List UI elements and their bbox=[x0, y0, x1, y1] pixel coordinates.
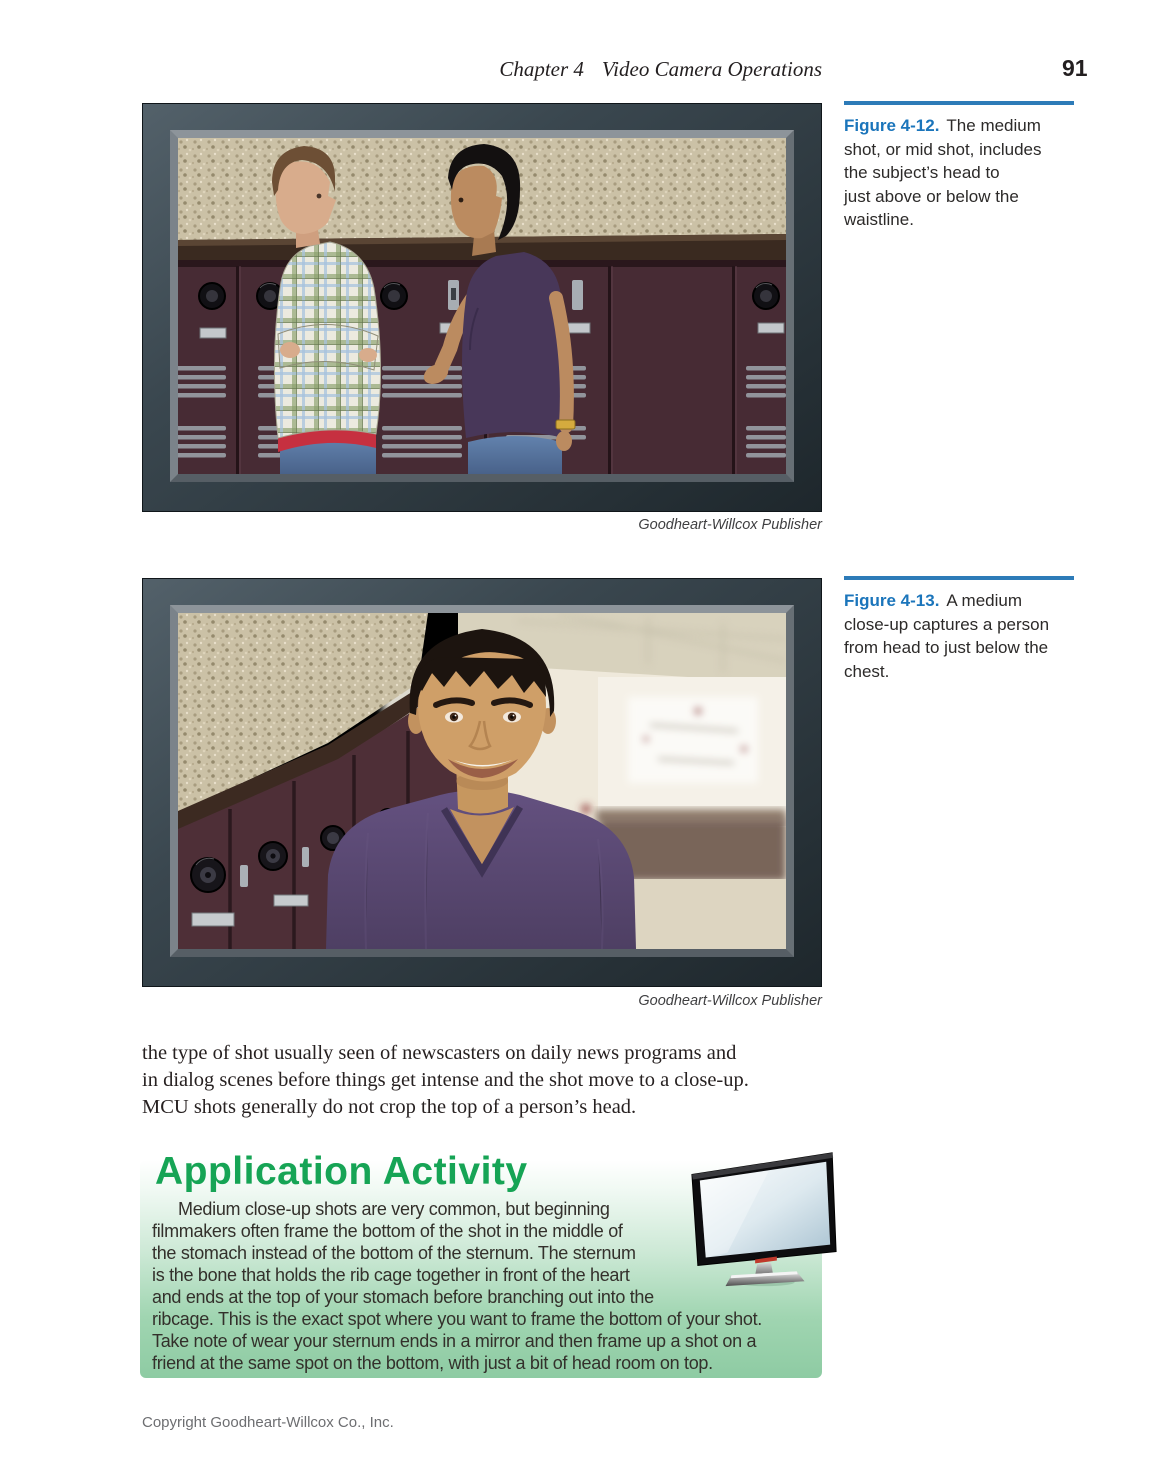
figure-4-13-label: Figure 4-13. bbox=[844, 591, 940, 610]
caption-rule bbox=[844, 576, 1074, 580]
page-number: 91 bbox=[1062, 55, 1088, 81]
figure-4-13-photo-illustration bbox=[178, 613, 786, 949]
tv-icon bbox=[686, 1148, 844, 1288]
application-activity-text: Medium close-up shots are very common, but beginning filmmakers often frame the bottom of the shot in the middle of the stomach instead of the bottom of the sternum. The sternum is the bone that holds the rib cage together in front of the heart and ends at the top of your stomach before branching out into the ribcage. This is the exact spot where you want to frame the bottom of your shot. Take note of wear your sternum ends in a mirror and then frame up a shot on a friend at the same spot on the bottom, with just a bit of head room on top. bbox=[152, 1199, 762, 1373]
flat-screen-tv-illustration bbox=[686, 1148, 844, 1293]
figure-4-13-caption: Figure 4-13. A medium close-up captures a person from head to just below the chest. bbox=[844, 576, 1074, 683]
figure-4-12-caption: Figure 4-12. The medium shot, or mid shot, includes the subject’s head to just above or below the waistline. bbox=[844, 101, 1074, 232]
figure-4-13-frame bbox=[142, 578, 822, 987]
figure-4-12-photo-illustration bbox=[178, 138, 786, 474]
figure-4-13-image bbox=[170, 605, 794, 957]
figure-4-12-credit: Goodheart-Willcox Publisher bbox=[638, 517, 822, 533]
figure-4-13-credit: Goodheart-Willcox Publisher bbox=[638, 993, 822, 1009]
figure-4-12-label: Figure 4-12. bbox=[844, 116, 940, 135]
caption-rule bbox=[844, 101, 1074, 105]
figure-4-12-frame bbox=[142, 103, 822, 512]
chapter-title: Video Camera Operations bbox=[601, 57, 822, 81]
chapter-label: Chapter 4 bbox=[499, 57, 584, 81]
body-paragraph: the type of shot usually seen of newscasters on daily news programs and in dialog scenes before things get intense and the shot move to a close-up. MCU shots generally do not crop the top of a person’s head. bbox=[142, 1042, 749, 1118]
running-head bbox=[0, 57, 822, 82]
application-activity-heading: Application Activity bbox=[155, 1150, 528, 1193]
figure-4-12-image bbox=[170, 130, 794, 482]
copyright-footer: Copyright Goodheart-Willcox Co., Inc. bbox=[142, 1414, 394, 1431]
